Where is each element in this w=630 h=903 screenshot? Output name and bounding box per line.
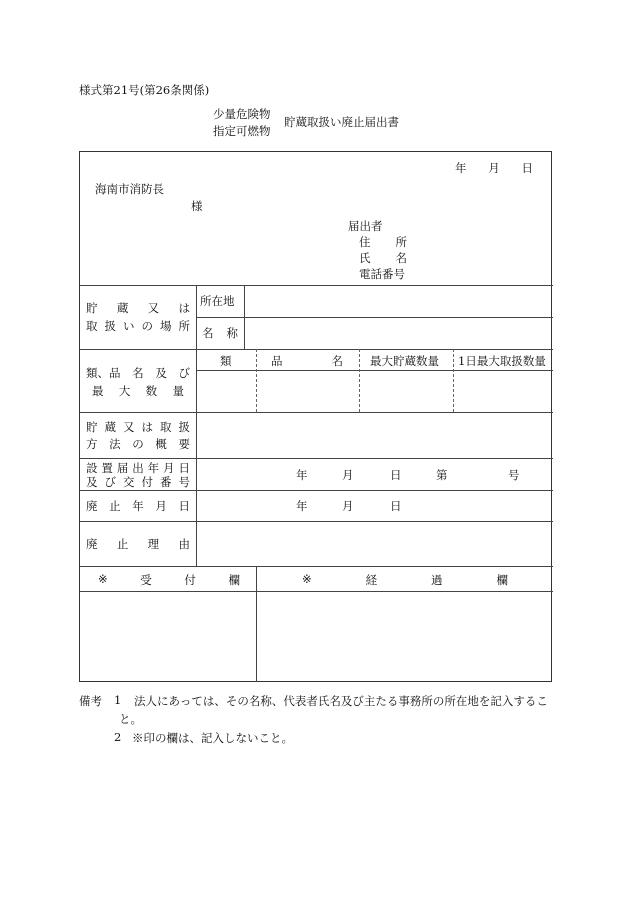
phone-label: 電話番号 — [359, 267, 405, 281]
notification-form — [79, 151, 552, 682]
title-line2: 指定可燃物 — [213, 124, 271, 138]
applicant-label: 届出者 — [348, 219, 383, 233]
number-suffix: 号 — [508, 468, 520, 482]
note-1-text: 法人にあっては、その名称、代表者氏名及び主たる事務所の所在地を記入するこ — [134, 694, 548, 708]
name-field-label: 名 称 — [202, 326, 238, 340]
reception-column-label: ※ 受 付 欄 — [98, 572, 240, 587]
notification-month: 月 — [342, 468, 354, 482]
addressee: 海南市消防長 — [95, 182, 164, 196]
column-product-name: 品 名 — [271, 354, 343, 368]
honorific: 様 — [191, 199, 203, 213]
notification-label-line1: 設 置 届 出 年 月 日 — [86, 461, 190, 475]
document-title: 貯蔵取扱い廃止届出書 — [284, 115, 399, 129]
submission-date — [455, 160, 533, 176]
abolition-date-label: 廃 止 年 月 日 — [86, 499, 190, 513]
column-type: 類 — [220, 354, 232, 368]
method-label-line1: 貯 蔵 又 は 取 扱 — [86, 420, 190, 434]
column-max-storage: 最大貯蔵数量 — [370, 354, 439, 368]
location-label-line2: 取 扱 い の 場 所 — [86, 319, 190, 333]
date-year: 年 — [455, 161, 467, 175]
number-prefix: 第 — [436, 468, 448, 482]
notification-year: 年 — [296, 468, 308, 482]
date-month: 月 — [488, 161, 500, 175]
abolition-year: 年 — [296, 499, 308, 513]
items-label-line1: 類、品 名 及 び — [86, 366, 190, 380]
location-address-input[interactable] — [245, 286, 552, 317]
note-2-text: ※印の欄は、記入しないこと。 — [132, 731, 293, 745]
title-line1: 少量危険物 — [213, 107, 271, 121]
abolition-month: 月 — [342, 499, 354, 513]
name-label: 氏 名 — [359, 251, 407, 265]
progress-column-label: ※ 経 過 欄 — [302, 572, 508, 587]
method-label-line2: 方 法 の 概 要 — [86, 437, 190, 451]
form-number: 様式第21号(第26条関係) — [79, 83, 210, 97]
note-2-number: 2 — [114, 730, 122, 744]
abolition-day: 日 — [390, 499, 402, 513]
address-label: 住 所 — [359, 235, 407, 249]
location-label-line1: 貯 蔵 又 は — [86, 301, 190, 315]
date-day: 日 — [521, 161, 533, 175]
notification-label-line2: 及 び 交 付 番 号 — [86, 475, 190, 489]
column-daily-max: 1日最大取扱数量 — [458, 354, 546, 368]
notification-day: 日 — [390, 468, 402, 482]
items-label-line2: 最 大 数 量 — [92, 384, 184, 398]
note-1-number: 1 — [114, 693, 122, 707]
notes-heading: 備考 — [79, 694, 102, 708]
address-field-label: 所在地 — [200, 294, 235, 308]
note-1-text-continued: と。 — [119, 712, 142, 726]
location-name-input[interactable] — [245, 318, 552, 349]
abolition-reason-label: 廃 止 理 由 — [86, 537, 190, 551]
